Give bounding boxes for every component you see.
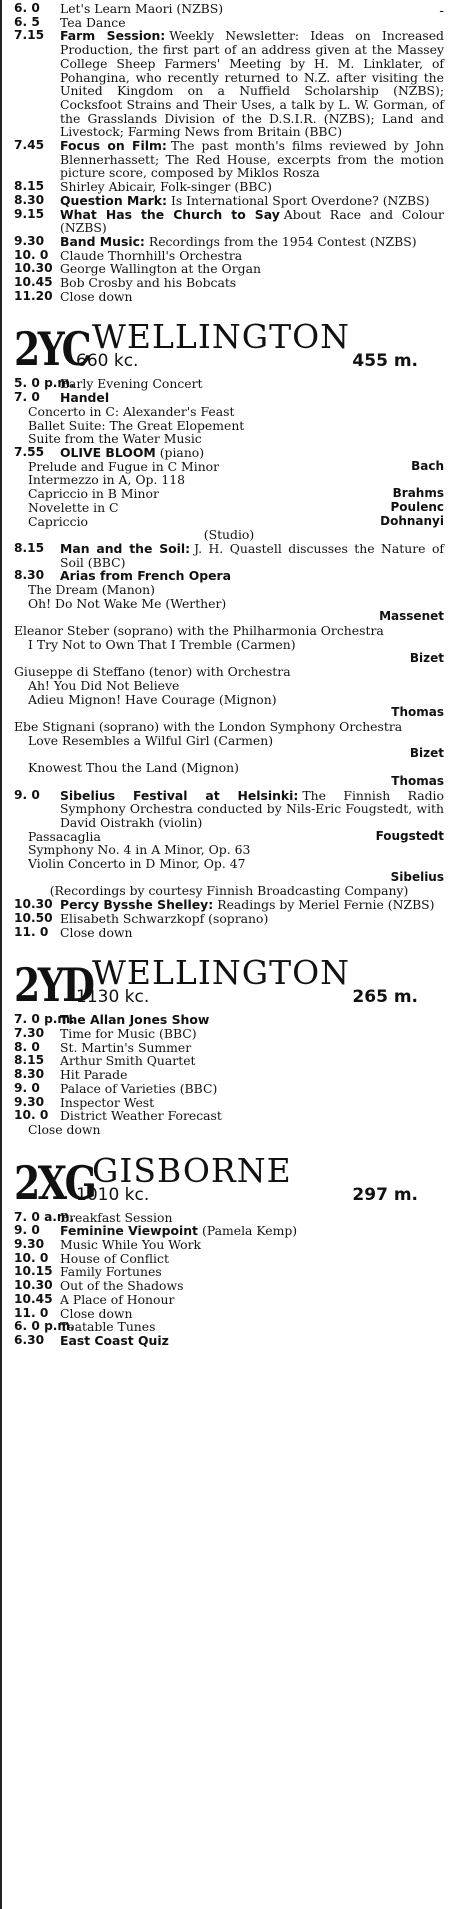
- program-entry: [14, 391, 444, 405]
- entry-text: Let's Learn Maori (NZBS): [60, 1, 224, 16]
- station-header-2xg: [14, 1150, 444, 1210]
- entry-text: Close down: [60, 288, 133, 304]
- entry-text: Weekly Newsletter: Ideas on Increased Production, the first part of an address given at the Massey College Sheep Farmers' Meeting by H. M. Linklater, of Pohangina, who recently returned to N.Z. after visiting the United Kingdom on a Nuffield Scholarship (NZBS); Cocksfoot Strains and Their Uses, a talk by L. W. Gorman, of the Grasslands Division of the D.S.I.R. (NZBS); Land and Livestock; Farming News from Britain (BBC): [60, 28, 444, 140]
- entry-time: 6. 5: [14, 14, 40, 29]
- composer-name: Bizet: [409, 746, 444, 761]
- piece-row: [14, 460, 444, 474]
- entry-text: (piano): [159, 444, 205, 460]
- entry-time: 9.30: [14, 1094, 45, 1109]
- entry-time: 10.45: [14, 1291, 53, 1306]
- program-entry: [14, 569, 444, 583]
- entry-time: 7. 0 p.m.: [14, 1012, 75, 1027]
- entry-time: 8.30: [14, 192, 45, 207]
- entry-time: 5. 0 p.m.: [14, 376, 75, 391]
- piece-name: Symphony No. 4 in A Minor, Op. 63: [28, 842, 251, 858]
- program-entry: [14, 377, 444, 391]
- entry-time: 6. 0: [14, 1, 40, 15]
- entry-text: Is International Sport Overdone? (NZBS): [170, 192, 430, 208]
- entry-text: The past month's films reviewed by John Blennerhassett; The Red House, excerpts from the motion picture score, composed by Miklos Rosza: [60, 138, 444, 181]
- entry-time: 11.20: [14, 288, 53, 303]
- program-entry: [14, 1265, 444, 1279]
- entry-time: 9. 0: [14, 787, 40, 802]
- entry-title: Arias from French Opera: [60, 568, 231, 584]
- composer-name: Bizet: [409, 650, 444, 665]
- piece-line: Concerto in C: Alexander's Feast: [28, 403, 235, 419]
- station-city: WELLINGTON: [92, 953, 351, 993]
- program-entry: [14, 1027, 444, 1041]
- entry-text: Teatable Tunes: [60, 1319, 156, 1335]
- aria-line: Knowest Thou the Land (Mignon): [28, 760, 239, 776]
- composer-name: Dohnanyi: [380, 513, 444, 528]
- entry-time: 10.45: [14, 275, 53, 290]
- entry-time: 6. 0 p.m.: [14, 1319, 75, 1334]
- entry-text: Breakfast Session: [60, 1209, 173, 1225]
- program-entry: [14, 208, 444, 235]
- piece-row: [14, 830, 444, 844]
- program-entry: [14, 29, 444, 139]
- entry-time: 10.30: [14, 1278, 53, 1293]
- entry-time: 9. 0: [14, 1080, 40, 1095]
- entry-text: Arthur Smith Quartet: [60, 1053, 196, 1069]
- entry-title: Man and the Soil:: [60, 540, 191, 556]
- entry-time: 7. 0: [14, 390, 40, 405]
- piece-row: [14, 473, 444, 487]
- performer-line: Giuseppe di Steffano (tenor) with Orchestra: [14, 664, 291, 680]
- program-entry: [14, 1307, 444, 1321]
- station-call-sign: 2YD: [14, 958, 93, 1013]
- program-entry: [14, 1109, 444, 1123]
- studio-note: (Studio): [203, 527, 255, 543]
- program-entry: [14, 912, 444, 926]
- station-wavelength: 455 m.: [352, 351, 418, 372]
- station-call-sign: 2YC: [14, 322, 90, 377]
- program-entry: [14, 1068, 444, 1082]
- entry-text: Family Fortunes: [60, 1264, 162, 1280]
- program-entry: [14, 249, 444, 263]
- station-wavelength: 297 m.: [352, 1184, 418, 1205]
- entry-text: Readings by Meriel Fernie (NZBS): [217, 897, 435, 913]
- entry-time: 9.30: [14, 233, 45, 248]
- composer-name: Poulenc: [390, 499, 444, 514]
- entry-title: Handel: [60, 390, 110, 406]
- entry-time: 10.30: [14, 261, 53, 276]
- entry-text: Elisabeth Schwarzkopf (soprano): [60, 910, 269, 926]
- entry-text: J. H. Quastell discusses the Nature of Soil (BBC): [60, 540, 444, 570]
- entry-time: 7.15: [14, 28, 45, 43]
- entry-time: 8.30: [14, 1067, 45, 1082]
- program-entry: [14, 1224, 444, 1238]
- performer-line: Ebe Stignani (soprano) with the London Symphony Orchestra: [14, 719, 403, 735]
- composer-name: Fougstedt: [375, 828, 444, 843]
- entry-title: Percy Bysshe Shelley:: [60, 897, 214, 913]
- entry-text: Early Evening Concert: [60, 376, 203, 392]
- station-city: WELLINGTON: [92, 317, 351, 357]
- entry-title: Question Mark:: [60, 192, 167, 208]
- piece-name: Capriccio in B Minor: [28, 486, 159, 502]
- program-entry: [14, 1054, 444, 1068]
- station-wavelength: 265 m.: [352, 987, 418, 1008]
- piece-name: Passacaglia: [28, 828, 101, 844]
- entry-time: 7.45: [14, 138, 45, 153]
- program-entry: [14, 1041, 444, 1055]
- entry-text: Close down: [60, 924, 133, 940]
- entry-time: 7.55: [14, 444, 45, 459]
- program-entry: [14, 1082, 444, 1096]
- entry-title: Focus on Film:: [60, 138, 167, 154]
- entry-time: 10.50: [14, 910, 53, 925]
- piece-line: Suite from the Water Music: [28, 431, 202, 447]
- piece-row: [14, 857, 444, 871]
- piece-row: [14, 843, 444, 857]
- entry-title: Band Music:: [60, 233, 145, 249]
- entry-time: 10. 0: [14, 1108, 49, 1123]
- program-entry: [14, 542, 444, 569]
- program-entry: [14, 1013, 444, 1027]
- program-entry: [14, 139, 444, 180]
- entry-text: Claude Thornhill's Orchestra: [60, 247, 243, 263]
- program-entry: [14, 926, 444, 940]
- station-frequency: 1010 kc.: [76, 1184, 150, 1205]
- entry-time: 9.15: [14, 206, 45, 221]
- corner-dash-mark: -: [439, 4, 444, 19]
- program-entry: [14, 1211, 444, 1225]
- entry-time: 6.30: [14, 1332, 45, 1347]
- aria-line: Adieu Mignon! Have Courage (Mignon): [28, 691, 277, 707]
- entry-text: District Weather Forecast: [60, 1108, 222, 1124]
- entry-text: The Finnish Radio Symphony Orchestra conducted by Nils-Eric Fougstedt, with David Oistrakh (violin): [60, 787, 444, 830]
- entry-text: House of Conflict: [60, 1250, 169, 1266]
- composer-name: Sibelius: [390, 869, 444, 884]
- program-entry: [14, 1279, 444, 1293]
- entry-title: Sibelius Festival at Helsinki:: [60, 787, 299, 803]
- program-entry: [14, 180, 444, 194]
- entry-time: 10.30: [14, 897, 53, 912]
- courtesy-note: (Recordings by courtesy Finnish Broadcasting Company): [49, 883, 409, 899]
- entry-text: (Pamela Kemp): [201, 1223, 298, 1239]
- entry-time: 10. 0: [14, 1250, 49, 1265]
- program-entry: [14, 1238, 444, 1252]
- program-entry: [14, 1320, 444, 1334]
- program-entry: [14, 898, 444, 912]
- entry-time: 10.15: [14, 1264, 53, 1279]
- program-entry: [14, 789, 444, 830]
- station-city: GISBORNE: [92, 1150, 292, 1190]
- entry-time: 10. 0: [14, 247, 49, 262]
- entry-text: Hit Parade: [60, 1067, 128, 1083]
- entry-text: Tea Dance: [60, 14, 126, 30]
- aria-line: The Dream (Manon): [28, 582, 155, 598]
- entry-text: Inspector West: [60, 1094, 155, 1110]
- program-entry: [14, 2, 444, 16]
- program-entry: [14, 1334, 444, 1348]
- entry-text: Close down: [60, 1305, 133, 1321]
- aria-line: I Try Not to Own That I Tremble (Carmen): [28, 636, 296, 652]
- program-entry: [14, 262, 444, 276]
- piece-row: [14, 501, 444, 515]
- composer-name: Brahms: [392, 486, 444, 501]
- entry-time: 9.30: [14, 1237, 45, 1252]
- entry-text: A Place of Honour: [60, 1291, 175, 1307]
- entry-time: 9. 0: [14, 1223, 40, 1238]
- entry-title: Farm Session:: [60, 28, 166, 44]
- entry-text: About Race and Colour (NZBS): [60, 206, 444, 236]
- piece-row: [14, 515, 444, 529]
- composer-name: Bach: [411, 458, 444, 473]
- entry-time: 8.15: [14, 540, 45, 555]
- entry-time: 8.15: [14, 179, 45, 194]
- entry-title: OLIVE BLOOM: [60, 444, 156, 460]
- program-entry: [14, 446, 444, 460]
- piece-name: Prelude and Fugue in C Minor: [28, 458, 220, 474]
- piece-name: Novelette in C: [28, 499, 119, 515]
- entry-time: 11. 0: [14, 924, 49, 939]
- composer-name: Massenet: [379, 609, 444, 624]
- program-entry: [14, 290, 444, 304]
- entry-text: Recordings from the 1954 Contest (NZBS): [148, 233, 417, 249]
- close-down-line: Close down: [28, 1121, 101, 1137]
- station-2xg-program: [14, 1211, 444, 1348]
- piece-name: Capriccio: [28, 513, 88, 529]
- program-entry: [14, 1252, 444, 1266]
- station-frequency: 1130 kc.: [76, 987, 150, 1008]
- entry-text: Bob Crosby and his Bobcats: [60, 275, 237, 291]
- program-entry: [14, 194, 444, 208]
- entry-text: Music While You Work: [60, 1237, 202, 1253]
- station-2yc-program: [14, 377, 444, 939]
- station-2yd-program: [14, 1013, 444, 1136]
- composer-name: Thomas: [391, 773, 444, 788]
- entry-time: 8. 0: [14, 1039, 40, 1054]
- entry-title: East Coast Quiz: [60, 1332, 169, 1348]
- station-call-sign: 2XG: [14, 1155, 95, 1210]
- composer-name: Thomas: [391, 705, 444, 720]
- station-frequency: 660 kc.: [76, 351, 139, 372]
- aria-line: Love Resembles a Wilful Girl (Carmen): [28, 732, 274, 748]
- program-entry: [14, 16, 444, 30]
- entry-time: 7. 0 a.m.: [14, 1209, 75, 1224]
- entry-text: Shirley Abicair, Folk-singer (BBC): [60, 179, 272, 195]
- program-entry: [14, 235, 444, 249]
- station-header-2yd: [14, 953, 444, 1013]
- piece-name: Intermezzo in A, Op. 118: [28, 472, 185, 488]
- piece-row: [14, 487, 444, 501]
- entry-time: 8.30: [14, 568, 45, 583]
- piece-name: Violin Concerto in D Minor, Op. 47: [28, 856, 246, 872]
- entry-text: St. Martin's Summer: [60, 1039, 192, 1055]
- entry-text: George Wallington at the Organ: [60, 261, 261, 277]
- entry-text: Palace of Varieties (BBC): [60, 1080, 218, 1096]
- entry-title: Feminine Viewpoint: [60, 1223, 198, 1239]
- entry-time: 7.30: [14, 1026, 45, 1040]
- program-entry: [14, 1096, 444, 1110]
- entry-time: 11. 0: [14, 1305, 49, 1320]
- program-entry: [14, 1293, 444, 1307]
- performer-line: Eleanor Steber (soprano) with the Philharmonia Orchestra: [14, 623, 384, 639]
- entry-time: 8.15: [14, 1053, 45, 1068]
- program-entry: [14, 276, 444, 290]
- top-section: [14, 2, 444, 303]
- piece-line: Ballet Suite: The Great Elopement: [28, 417, 245, 433]
- entry-text: Out of the Shadows: [60, 1278, 184, 1294]
- entry-title: What Has the Church to Say: [60, 206, 280, 222]
- entry-text: Time for Music (BBC): [60, 1026, 197, 1041]
- aria-line: Ah! You Did Not Believe: [28, 677, 180, 693]
- entry-title: The Allan Jones Show: [60, 1012, 210, 1028]
- aria-line: Oh! Do Not Wake Me (Werther): [28, 595, 227, 611]
- station-header-2yc: [14, 317, 444, 377]
